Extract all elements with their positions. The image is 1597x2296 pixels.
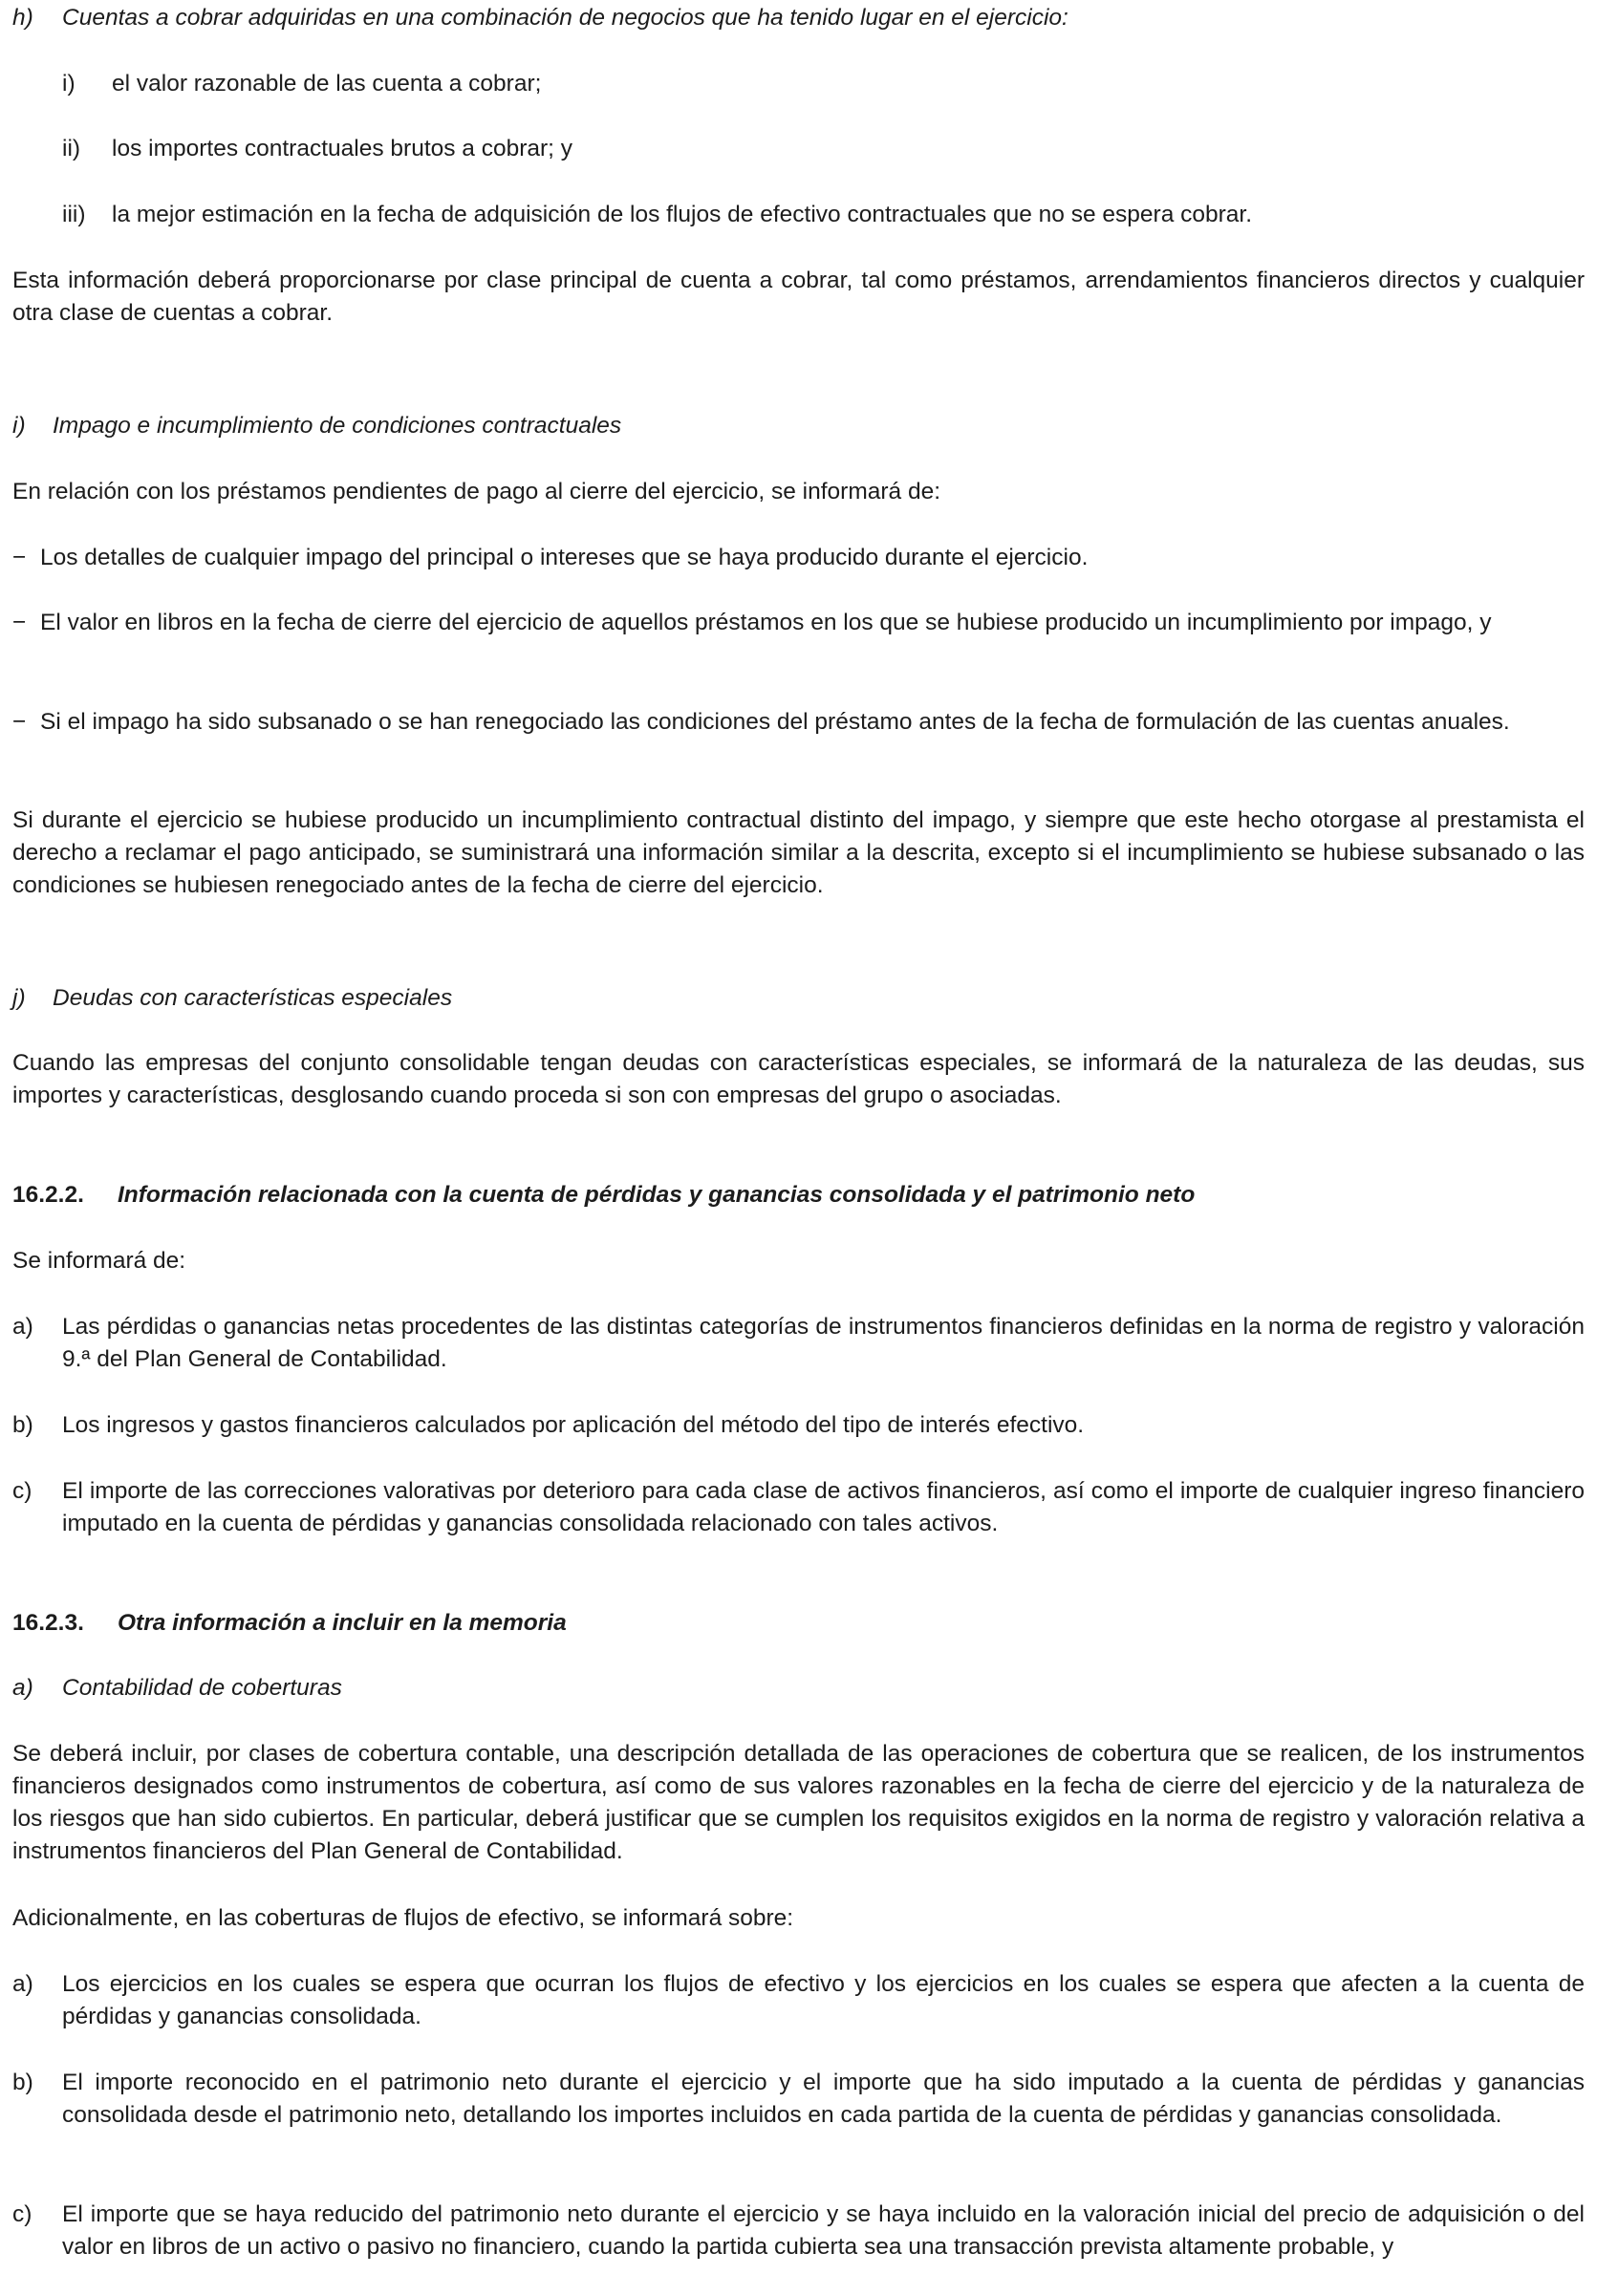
list-item-text: Los ejercicios en los cuales se espera que ocurran los flujos de efectivo y los ejercicios en los cuales se espera que afecten a la cuenta de pérdidas y ganancias consolidada. xyxy=(62,1971,1585,2029)
subsection-marker: a) xyxy=(12,1675,33,1701)
section-j-heading xyxy=(12,982,1585,1015)
list-marker: a) xyxy=(12,1971,33,1997)
bullet-text: El valor en libros en la fecha de cierre del ejercicio de aquellos préstamos en los que se hubiese producido un incumplimiento por impago, y xyxy=(40,610,1492,635)
section-h-marker: h) xyxy=(12,5,33,31)
list-item xyxy=(12,199,1585,231)
list-marker: b) xyxy=(12,1412,33,1438)
section-j-marker: j) xyxy=(12,985,26,1011)
list-item xyxy=(12,1409,1585,1442)
section-number: 16.2.3. xyxy=(12,1610,84,1636)
section-h-title: Cuentas a cobrar adquiridas en una combinación de negocios que ha tenido lugar en el ejercicio: xyxy=(62,5,1068,31)
bullet-item xyxy=(12,706,1585,739)
list-item-text: El importe que se haya reducido del patrimonio neto durante el ejercicio y se haya incluido en la valoración inicial del precio de adquisición o del valor en libros de un activo o pasivo no financiero, cuando la partida cubierta sea una transacción prevista altamente probable, y xyxy=(62,2201,1585,2260)
list-marker: c) xyxy=(12,2201,32,2227)
section-i-heading xyxy=(12,410,1585,442)
section-h-note: Esta información deberá proporcionarse por clase principal de cuenta a cobrar, tal como préstamos, arrendamientos financieros directos y cualquier otra clase de cuentas a cobrar. xyxy=(12,268,1585,326)
list-item-text: Los ingresos y gastos financieros calculados por aplicación del método del tipo de interés efectivo. xyxy=(62,1412,1085,1438)
subsection-heading xyxy=(12,1672,1585,1705)
section-j-title: Deudas con características especiales xyxy=(53,985,453,1011)
list-item xyxy=(12,2199,1585,2264)
section-number: 16.2.2. xyxy=(12,1182,84,1208)
list-item-text: el valor razonable de las cuenta a cobrar; xyxy=(112,71,542,97)
section-h-heading xyxy=(12,2,1585,34)
bullet-item xyxy=(12,542,1585,574)
list-item xyxy=(12,2067,1585,2132)
section-i-paragraph: Si durante el ejercicio se hubiese producido un incumplimiento contractual distinto del impago, y siempre que este hecho otorgase al prestamista el derecho a reclamar el pago anticipado, se suministrará una información similar a la descrita, excepto si el incumplimiento se hubiese subsanado o las condiciones se hubiesen renegociado antes de la fecha de cierre del ejercicio. xyxy=(12,807,1585,898)
bullet-text: Los detalles de cualquier impago del principal o intereses que se haya producido durante el ejercicio. xyxy=(40,545,1089,570)
list-item xyxy=(12,133,1585,165)
section-16-2-3-paragraph-1: Se deberá incluir, por clases de cobertura contable, una descripción detallada de las operaciones de cobertura que se realicen, de los instrumentos financieros designados como instrumentos de cobertura, así como de sus valores razonables en la fecha de cierre del ejercicio y de la naturaleza de los riesgos que han sido cubiertos. En particular, deberá justificar que se cumplen los requisitos exigidos en la norma de registro y valoración relativa a instrumentos financieros del Plan General de Contabilidad. xyxy=(12,1741,1585,1864)
list-marker: iii) xyxy=(62,202,86,227)
list-marker: b) xyxy=(12,2070,33,2095)
list-marker: a) xyxy=(12,1314,33,1340)
section-i-intro: En relación con los préstamos pendientes de pago al cierre del ejercicio, se informará de: xyxy=(12,479,941,504)
section-16-2-3-paragraph-2: Adicionalmente, en las coberturas de flujos de efectivo, se informará sobre: xyxy=(12,1905,794,1931)
dash-marker: − xyxy=(12,709,27,735)
list-item xyxy=(12,1475,1585,1540)
section-16-2-2-intro: Se informará de: xyxy=(12,1248,186,1274)
list-marker: c) xyxy=(12,1478,32,1504)
list-item-text: Las pérdidas o ganancias netas procedentes de las distintas categorías de instrumentos financieros definidas en la norma de registro y valoración 9.ª del Plan General de Contabilidad. xyxy=(62,1314,1585,1372)
section-16-2-2-heading xyxy=(12,1179,1585,1212)
list-marker: i) xyxy=(62,71,76,97)
subsection-title: Contabilidad de coberturas xyxy=(62,1675,342,1701)
list-item xyxy=(12,68,1585,100)
list-marker: ii) xyxy=(62,136,81,161)
list-item xyxy=(12,1968,1585,2033)
section-i-title: Impago e incumplimiento de condiciones contractuales xyxy=(53,413,622,439)
section-16-2-3-heading xyxy=(12,1607,1585,1640)
list-item-text: El importe de las correcciones valorativas por deterioro para cada clase de activos financieros, así como el importe de cualquier ingreso financiero imputado en la cuenta de pérdidas y ganancias consolidada relacionado con tales activos. xyxy=(62,1478,1585,1536)
bullet-text: Si el impago ha sido subsanado o se han renegociado las condiciones del préstamo antes de la fecha de formulación de las cuentas anuales. xyxy=(40,709,1510,735)
list-item xyxy=(12,1311,1585,1376)
section-title: Otra información a incluir en la memoria xyxy=(118,1610,567,1636)
bullet-item xyxy=(12,607,1585,639)
dash-marker: − xyxy=(12,610,27,635)
list-item-text: El importe reconocido en el patrimonio neto durante el ejercicio y el importe que ha sido imputado a la cuenta de pérdidas y ganancias consolidada desde el patrimonio neto, detallando los importes incluidos en cada partida de la cuenta de pérdidas y ganancias consolidada. xyxy=(62,2070,1585,2128)
list-item-text: los importes contractuales brutos a cobrar; y xyxy=(112,136,573,161)
dash-marker: − xyxy=(12,545,27,570)
section-i-marker: i) xyxy=(12,413,26,439)
section-j-paragraph: Cuando las empresas del conjunto consolidable tengan deudas con características especiales, se informará de la naturaleza de las deudas, sus importes y características, desglosando cuando proceda si son con empresas del grupo o asociadas. xyxy=(12,1050,1585,1108)
list-item-text: la mejor estimación en la fecha de adquisición de los flujos de efectivo contractuales que no se espera cobrar. xyxy=(112,202,1253,227)
section-title: Información relacionada con la cuenta de pérdidas y ganancias consolidada y el patrimonio neto xyxy=(118,1182,1196,1208)
